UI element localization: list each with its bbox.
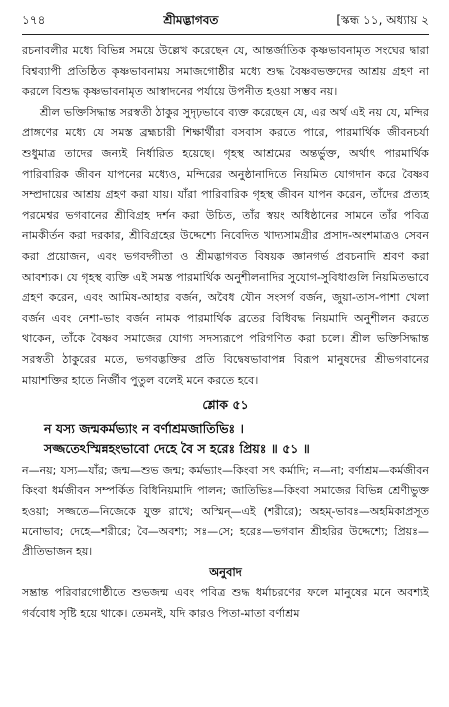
page-header bbox=[22, 12, 429, 32]
verse-line-1: ন যস্য জন্মকর্মভ্যাং ন বর্ণাশ্রমজাতিভিঃ । bbox=[44, 421, 244, 437]
section-label: [স্কন্ধ ১১, অধ্যায় ২ bbox=[336, 13, 429, 27]
translation-text: সম্ভ্রান্ত পরিবারগোষ্ঠীতে শুভজন্ম এবং পবিত্র শুদ্ধ ধর্মাচরণের ফলে মানুষের মনে অবশ্যই গর্ববোধ সৃষ্টি হয়ে থাকে। তেমনই, যদি কারও পিতা-মাতা বর্ণাশ্রম bbox=[22, 586, 429, 620]
book-title: শ্রীমদ্ভাগবত bbox=[163, 13, 219, 27]
purport-paragraph-1: রচনাবলীর মধ্যে বিভিন্ন সময়ে উল্লেখ করেছেন যে, আন্তর্জাতিক কৃষ্ণভাবনামৃত সংঘের দ্বারা বিশ্বব্যাপী প্রতিষ্ঠিত কৃষ্ণভাবনাময় সমাজগোষ্ঠীর মধ্যে শুদ্ধ বৈষ্ণবভক্তদের আশ্রয় গ্রহণ না করলে বিশুদ্ধ কৃষ্ণভাবনামৃত আস্বাদনের পর্যায়ে উপনীত হওয়া সম্ভব নয়। bbox=[22, 44, 429, 99]
header-rule bbox=[22, 34, 429, 35]
verse-line-2: সজ্জতেঽস্মিন্নহংভাবো দেহে বৈ স হরেঃ প্রিয়ঃ ॥ ৫১ ॥ bbox=[44, 441, 310, 457]
page-number: ১৭৪ bbox=[22, 13, 46, 27]
translation-heading: অনুবাদ bbox=[209, 565, 242, 580]
word-meanings: ন—নয়; যস্য—যাঁর; জন্ম—শুভ জন্ম; কর্মভ্যাং—কিংবা সৎ কর্মাদি; ন—না; বর্ণাশ্রম—কর্মজীবন কিংবা ধর্মজীবন সম্পর্কিত বিধিনিয়মাদি পালন; জাতিভিঃ—কিংবা সমাজের বিভিন্ন শ্রেণীভুক্ত হওয়া; সজ্জতে—নিজেকে যুক্ত রাখে; অস্মিন্—এই (শরীরে); অহম্-ভাবঃ—অহমিকাপ্রসূত মনোভাব; দেহে—শরীরে; বৈ—অবশ্য; সঃ—সে; হরেঃ—ভগবান শ্রীহরির উদ্দেশ্যে; প্রিয়ঃ—প্রীতিভাজন হয়। bbox=[22, 464, 429, 558]
purport-paragraph-2: শ্রীল ভক্তিসিদ্ধান্ত সরস্বতী ঠাকুর সুদৃঢ়ভাবে ব্যক্ত করেছেন যে, এর অর্থ এই নয় যে, মন্দির প্রাঙ্গণের মধ্যে যে সমস্ত ব্রহ্মচারী শিক্ষার্থীরা বসবাস করতে পারে, পারমার্থিক জীবনচর্যা শুধুমাত্র তাদের জন্যই নির্ধারিত হয়েছে। গৃহস্থ আশ্রমের অন্তর্ভুক্ত, অর্থাৎ পারমার্থিক পারিবারিক জীবন যাপনের মধ্যেও, মন্দিরের অনুষ্ঠানাদিতে নিয়মিত যোগদান করে বৈষ্ণব সম্প্রদায়ের আশ্রয় গ্রহণ করা যায়। যাঁরা পারিবারিক গৃহস্থ জীবন যাপন করেন, তাঁদের প্রত্যহ পরমেশ্বর ভগবানের শ্রীবিগ্রহ দর্শন করা উচিত, তাঁর স্বয়ং অধিষ্ঠানের সামনে তাঁর পবিত্র নামকীর্তন করা দরকার, শ্রীবিগ্রহের উদ্দেশ্যে নিবেদিত খাদ্যসামগ্রীর প্রসাদ-অংশমাত্রও সেবন করা প্রয়োজন, এবং ভগবদ্গীতা ও শ্রীমদ্ভাগবত বিষয়ক জ্ঞানগর্ভ প্রবচনাদি শ্রবণ করা আবশ্যক। যে গৃহস্থ ব্যক্তি এই সমস্ত পারমার্থিক অনুশীলনাদির সুযোগ-সুবিধাগুলি নিয়মিতভাবে গ্রহণ করেন, এবং আমিষ-আহার বর্জন, অবৈধ যৌন সংসর্গ বর্জন, জুয়া-তাস-পাশা খেলা বর্জন এবং নেশা-ভাং বর্জন নামক পারমার্থিক ব্রতের বিধিবদ্ধ নিয়মাদি অনুশীলন করতে থাকেন, তাঁকে বৈষ্ণব সমাজের যোগ্য সদস্যরূপে পরিগণিত করা চলে। শ্রীল ভক্তিসিদ্ধান্ত সরস্বতী ঠাকুরের মতে, ভগবদ্ভক্তির প্রতি বিদ্বেষভাবাপন্ন বিরূপ মানুষদের শ্রীভগবানের মায়াশক্তির হাতে নির্জীব পুতুল বলেই মনে করতে হবে। bbox=[22, 105, 429, 387]
verse-heading: শ্লোক ৫১ bbox=[202, 397, 249, 413]
